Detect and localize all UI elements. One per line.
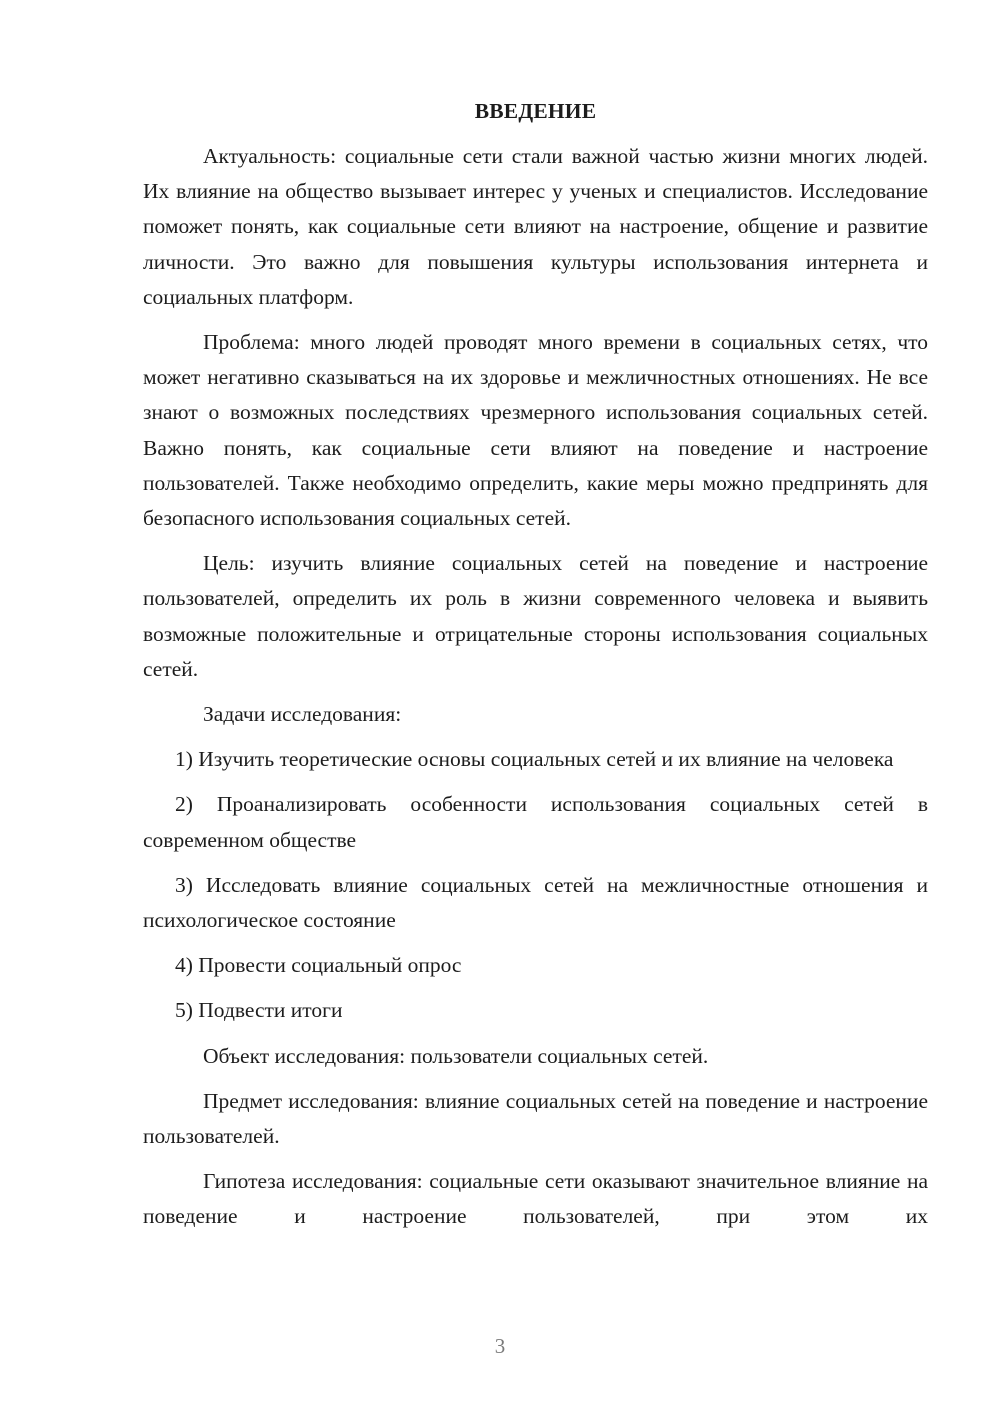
object-paragraph: Объект исследования: пользователи социальных сетей. — [203, 1043, 709, 1068]
hypothesis-paragraph: Гипотеза исследования: социальные сети оказывают значительное влияние на поведение и настроение пользователей, при этом их — [143, 1169, 928, 1229]
problem-paragraph: Проблема: много людей проводят много времени в социальных сетях, что может негативно сказываться на их здоровье и межличностных отношениях. Не все знают о возможных последствиях чрезмерного использования социальных сетей. Важно понять, как социальные сети влияют на поведение и настроение пользователей. Также необходимо определить, какие меры можно предпринять для безопасного использования социальных сетей. — [143, 330, 928, 531]
task-item: 3) Исследовать влияние социальных сетей на межличностные отношения и психологическое состояние — [143, 872, 928, 933]
page-number: 3 — [494, 1334, 506, 1358]
goal-paragraph: Цель: изучить влияние социальных сетей на поведение и настроение пользователей, определить их роль в жизни современного человека и выявить возможные положительные и отрицательные стороны использования социальных сетей. — [143, 551, 928, 681]
relevance-paragraph: Актуальность: социальные сети стали важной частью жизни многих людей. Их влияние на общество вызывает интерес у ученых и специалистов. Исследование поможет понять, как социальные сети влияют на настроение, общение и развитие личности. Это важно для повышения культуры использования интернета и социальных платформ. — [143, 144, 928, 309]
task-item: 5) Подвести итоги — [175, 998, 343, 1023]
task-item: 2) Проанализировать особенности использования социальных сетей в современном обществе — [143, 792, 928, 852]
tasks-heading: Задачи исследования: — [203, 702, 402, 727]
task-item: 4) Провести социальный опрос — [175, 953, 462, 978]
task-item: 1) Изучить теоретические основы социальных сетей и их влияние на человека — [175, 747, 894, 772]
section-title: ВВЕДЕНИЕ — [474, 99, 597, 123]
page-content — [143, 96, 928, 1235]
subject-paragraph: Предмет исследования: влияние социальных сетей на поведение и настроение пользователей. — [143, 1088, 928, 1149]
